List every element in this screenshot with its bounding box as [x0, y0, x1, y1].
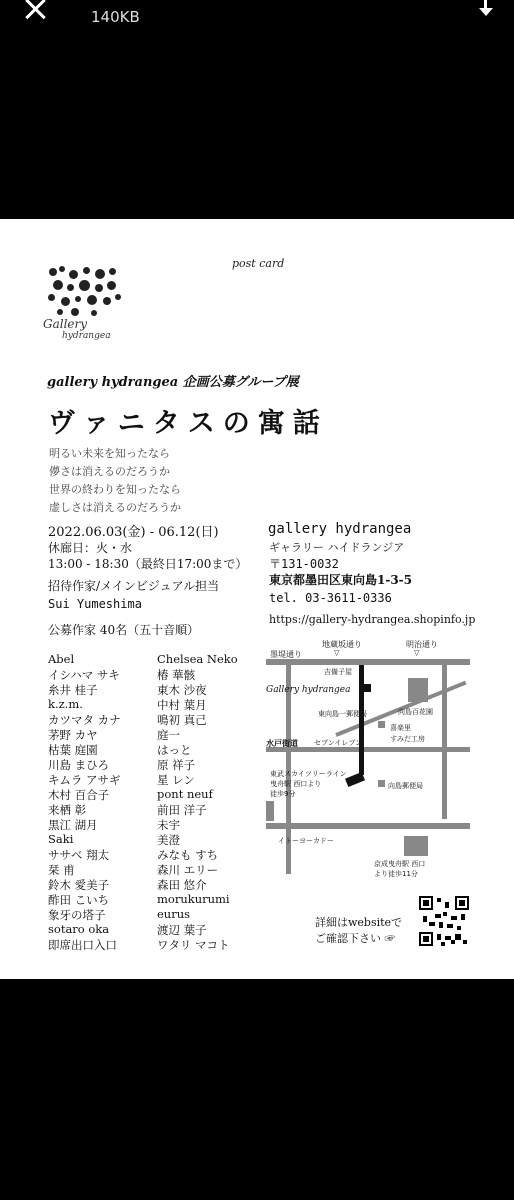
map-label: セブンイレブン	[314, 739, 363, 747]
artist-name: ワタリ マコト	[157, 938, 230, 952]
invited-label: 招待作家/メインビジュアル担当	[48, 579, 220, 593]
file-size: 140KB	[91, 8, 140, 26]
postcard-label: post card	[232, 257, 285, 270]
artist-name: eurus	[157, 907, 191, 921]
artist-name: キムラ アサギ	[48, 773, 121, 787]
map-block	[378, 721, 385, 728]
details-note-2: ご確認下さい ☞	[315, 932, 396, 945]
poem-line: 世界の終わりを知ったなら	[49, 483, 181, 496]
artist-name: イシハマ サキ	[48, 668, 120, 682]
public-label: 公募作家 40名（五十音順）	[48, 623, 200, 637]
artist-name: 東木 沙夜	[157, 683, 207, 697]
postcard-image	[0, 219, 514, 979]
closed-days: 休廊日：火・水	[48, 541, 133, 555]
artist-name: 鈴木 愛美子	[48, 878, 110, 892]
map-label: 吉備子屋	[324, 668, 352, 676]
invited-artist: Sui Yumeshima	[48, 597, 142, 611]
artist-name: pont neuf	[157, 787, 213, 801]
poem-line: 虚しさは消えるのだろうか	[49, 501, 181, 514]
artist-name: Abel	[48, 652, 75, 666]
map-label: 京成曳舟駅 西口	[374, 860, 426, 868]
artist-name: 茅野 カヤ	[48, 728, 98, 742]
artist-name: 鳴初 真己	[157, 713, 207, 727]
map-label: 喜楽里	[390, 724, 411, 732]
artist-name: 象牙の塔子	[48, 908, 106, 922]
artist-name: 枯葉 庭園	[48, 743, 98, 757]
artist-name: Chelsea Neko	[157, 652, 238, 666]
map-station-icon	[345, 772, 365, 787]
map-block	[408, 678, 428, 702]
map-road	[442, 659, 447, 819]
map-label: 曳舟駅 西口より	[270, 780, 322, 788]
artist-name: カツマタ カナ	[48, 713, 121, 727]
map-road-label: 地蔵坂通り	[322, 640, 362, 649]
map-block	[266, 801, 274, 821]
exhibition-subtitle: gallery hydrangea 企画公募グループ展	[47, 375, 299, 390]
download-icon[interactable]	[474, 0, 498, 18]
map-label: より徒歩11分	[374, 870, 418, 878]
telephone: tel. 03-3611-0336	[269, 591, 392, 605]
artist-name: 美澄	[157, 833, 180, 847]
artist-name: 渡辺 葉子	[157, 923, 207, 937]
artist-name: ササベ 翔太	[48, 848, 110, 862]
artist-name: 即席出口入口	[48, 938, 117, 952]
artist-name: はっと	[157, 743, 192, 757]
map-road	[266, 823, 470, 829]
poem-line: 明るい未来を知ったなら	[49, 447, 170, 460]
artist-name: 木村 百合子	[48, 788, 110, 802]
map-road-label: 水戸街道	[266, 739, 298, 748]
artist-name: 森川 エリー	[157, 863, 219, 877]
map-road-label: 明治通り	[406, 640, 438, 649]
close-icon[interactable]	[22, 0, 48, 22]
website-url: https://gallery-hydrangea.shopinfo.jp	[269, 613, 476, 626]
opening-hours: 13:00 - 18:30（最終日17:00まで）	[48, 557, 248, 571]
map-label: 東向島一郵便局	[318, 710, 367, 718]
map-block	[404, 836, 428, 856]
artist-name: k.z.m.	[48, 697, 83, 711]
artist-name: 酢田 こいち	[48, 893, 110, 907]
artist-name: 来栖 彰	[48, 803, 87, 817]
logo-text: Gallery	[43, 317, 88, 331]
access-map	[266, 637, 470, 878]
poem-line: 儚さは消えるのだろうか	[49, 465, 170, 478]
map-gallery-marker	[359, 684, 371, 692]
artist-name: 栞 甫	[48, 863, 75, 877]
postal-code: 〒131-0032	[269, 557, 339, 571]
artist-name: sotaro oka	[48, 922, 110, 936]
exhibition-dates: 2022.06.03(金) - 06.12(日)	[48, 525, 219, 540]
viewer-top-bar	[0, 0, 514, 40]
logo-text-sub: hydrangea	[62, 331, 111, 341]
artist-name: 庭一	[157, 728, 180, 742]
map-block	[378, 780, 385, 787]
map-gallery-label: Gallery hydrangea	[266, 685, 351, 695]
address: 東京都墨田区東向島1-3-5	[269, 573, 413, 587]
exhibition-title: ヴァニタスの寓話	[48, 408, 328, 439]
map-label: 東武スカイツリーライン	[270, 770, 347, 778]
artist-name: 川島 まひろ	[48, 758, 110, 772]
artist-name: 黒江 湖月	[48, 818, 98, 832]
artist-name: 未宇	[157, 818, 180, 832]
map-label: 徒歩9分	[270, 790, 296, 798]
artist-name: Saki	[48, 832, 74, 846]
map-label: すみだ工房	[390, 735, 425, 743]
details-note: 詳細はwebsiteで	[315, 916, 403, 929]
artist-name: 原 祥子	[157, 758, 196, 772]
map-marker-icon: ▽	[334, 649, 340, 657]
artist-name: 森田 悠介	[157, 878, 207, 892]
artist-name: morukurumi	[157, 892, 230, 906]
artist-name: みなも すち	[157, 848, 219, 862]
map-label: 向島百花園	[398, 708, 433, 716]
artist-name: 星 レン	[157, 773, 195, 787]
qr-code	[419, 896, 469, 946]
gallery-name: gallery hydrangea	[268, 521, 412, 537]
map-road-label: 墨堤通り	[270, 650, 302, 659]
artist-name: 中村 葉月	[157, 698, 207, 712]
map-route-line	[359, 665, 364, 775]
artist-name: 椿 華骸	[157, 668, 196, 682]
artist-name: 糸井 桂子	[48, 683, 98, 697]
map-label: イトーヨーカドー	[278, 837, 334, 845]
map-road	[266, 659, 470, 665]
map-label: 向島郵便局	[388, 782, 423, 790]
gallery-kana: ギャラリー ハイドランジア	[269, 541, 405, 554]
map-marker-icon: ▽	[414, 649, 420, 657]
artist-name: 前田 洋子	[157, 803, 207, 817]
